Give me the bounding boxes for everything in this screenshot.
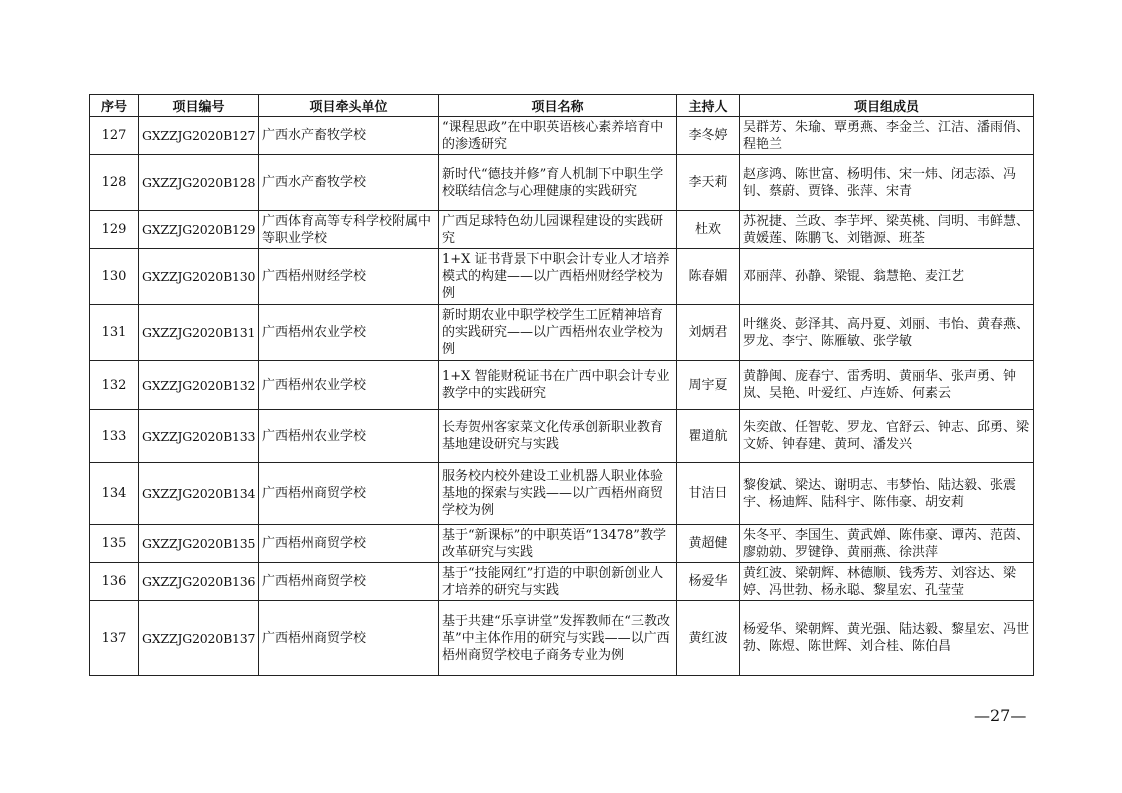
header-unit: 项目牵头单位: [259, 95, 439, 117]
header-code: 项目编号: [139, 95, 259, 117]
table-row: [90, 601, 1034, 676]
lead-unit: 广西梧州商贸学校: [259, 601, 439, 676]
project-code: GXZZJG2020B131: [139, 305, 259, 361]
team-members: 苏祝捷、兰政、李芋坪、梁英桃、闫明、韦鲜慧、黄媛莲、陈鹏飞、刘锴源、班荃: [740, 211, 1034, 249]
project-code: GXZZJG2020B133: [139, 410, 259, 463]
project-leader: 刘炳君: [677, 305, 740, 361]
project-code: GXZZJG2020B129: [139, 211, 259, 249]
row-num: 131: [90, 305, 139, 361]
team-members: 朱冬平、李国生、黄武婵、陈伟豪、谭芮、范茵、 廖勍勍、罗键铮、黄丽燕、徐洪萍: [740, 525, 1034, 563]
table-row: [90, 410, 1034, 463]
project-leader: 黄红波: [677, 601, 740, 676]
table-row: [90, 211, 1034, 249]
lead-unit: 广西梧州商贸学校: [259, 563, 439, 601]
page-number: —27—: [974, 706, 1027, 725]
project-name: 广西足球特色幼儿园课程建设的实践研究: [439, 211, 677, 249]
team-members: 叶继炎、彭泽其、高丹夏、刘丽、韦怡、黄春燕、罗龙、李宁、陈雁敏、张学敏: [740, 305, 1034, 361]
team-members: 朱奕啟、任智乾、罗龙、官舒云、钟志、邱勇、梁文娇、钟春建、黄珂、潘发兴: [740, 410, 1034, 463]
project-code: GXZZJG2020B135: [139, 525, 259, 563]
project-code: GXZZJG2020B137: [139, 601, 259, 676]
project-leader: 李冬婷: [677, 117, 740, 155]
project-leader: 李天莉: [677, 155, 740, 211]
row-num: 135: [90, 525, 139, 563]
lead-unit: 广西梧州农业学校: [259, 305, 439, 361]
lead-unit: 广西梧州农业学校: [259, 361, 439, 410]
table-body: [90, 117, 1034, 676]
team-members: 赵彦鸿、陈世富、杨明伟、宋一炜、闭志添、冯钊、蔡蔚、贾锋、张萍、宋青: [740, 155, 1034, 211]
project-leader: 杨爱华: [677, 563, 740, 601]
project-name: 新时代“德技并修”育人机制下中职生学校联结信念与心理健康的实践研究: [439, 155, 677, 211]
team-members: 黎俊斌、梁达、谢明志、韦梦怡、陆达毅、张震宇、杨迪辉、陆科宇、陈伟豪、胡安莉: [740, 463, 1034, 525]
project-name: 基于“技能网红”打造的中职创新创业人才培养的研究与实践: [439, 563, 677, 601]
lead-unit: 广西梧州财经学校: [259, 249, 439, 305]
row-num: 132: [90, 361, 139, 410]
team-members: 吴群芳、朱瑜、覃勇燕、李金兰、江洁、潘雨俏、程艳兰: [740, 117, 1034, 155]
project-name: 新时期农业中职学校学生工匠精神培育的实践研究——以广西梧州农业学校为例: [439, 305, 677, 361]
table-row: [90, 155, 1034, 211]
project-name: 服务校内校外建设工业机器人职业体验基地的探索与实践——以广西梧州商贸学校为例: [439, 463, 677, 525]
lead-unit: 广西梧州农业学校: [259, 410, 439, 463]
row-num: 127: [90, 117, 139, 155]
team-members: 杨爱华、梁朝辉、黄光强、陆达毅、黎星宏、冯世勃、陈煜、陈世辉、刘合桂、陈伯昌: [740, 601, 1034, 676]
project-code: GXZZJG2020B132: [139, 361, 259, 410]
project-table: [89, 94, 1034, 676]
table-row: [90, 361, 1034, 410]
project-code: GXZZJG2020B127: [139, 117, 259, 155]
lead-unit: 广西体育高等专科学校附属中等职业学校: [259, 211, 439, 249]
project-name: “课程思政”在中职英语核心素养培育中的渗透研究: [439, 117, 677, 155]
table-row: [90, 463, 1034, 525]
project-leader: 甘洁日: [677, 463, 740, 525]
project-code: GXZZJG2020B134: [139, 463, 259, 525]
project-name: 长寿贺州客家菜文化传承创新职业教育基地建设研究与实践: [439, 410, 677, 463]
row-num: 133: [90, 410, 139, 463]
row-num: 137: [90, 601, 139, 676]
project-code: GXZZJG2020B130: [139, 249, 259, 305]
project-leader: 周宇夏: [677, 361, 740, 410]
lead-unit: 广西水产畜牧学校: [259, 155, 439, 211]
header-name: 项目名称: [439, 95, 677, 117]
lead-unit: 广西水产畜牧学校: [259, 117, 439, 155]
header-leader: 主持人: [677, 95, 740, 117]
project-code: GXZZJG2020B136: [139, 563, 259, 601]
team-members: 黄红波、梁朝辉、林德顺、钱秀芳、刘容达、梁婷、冯世勃、杨永聪、黎星宏、孔莹莹: [740, 563, 1034, 601]
project-name: 基于共建“乐享讲堂”发挥教师在“三教改革”中主体作用的研究与实践——以广西梧州商贸学校电子商务专业为例: [439, 601, 677, 676]
header-num: 序号: [90, 95, 139, 117]
project-leader: 黄超健: [677, 525, 740, 563]
table-row: [90, 249, 1034, 305]
table-row: [90, 117, 1034, 155]
project-table-container: [89, 94, 1033, 676]
row-num: 134: [90, 463, 139, 525]
lead-unit: 广西梧州商贸学校: [259, 525, 439, 563]
table-row: [90, 525, 1034, 563]
team-members: 邓丽萍、孙静、梁锟、翁慧艳、麦江艺: [740, 249, 1034, 305]
table-header-row: [90, 95, 1034, 117]
table-row: [90, 305, 1034, 361]
project-leader: 杜欢: [677, 211, 740, 249]
row-num: 130: [90, 249, 139, 305]
lead-unit: 广西梧州商贸学校: [259, 463, 439, 525]
row-num: 129: [90, 211, 139, 249]
project-name: 基于“新课标”的中职英语“13478”教学改革研究与实践: [439, 525, 677, 563]
table-row: [90, 563, 1034, 601]
row-num: 136: [90, 563, 139, 601]
row-num: 128: [90, 155, 139, 211]
project-code: GXZZJG2020B128: [139, 155, 259, 211]
team-members: 黄静闽、庞春宁、雷秀明、黄丽华、张声勇、钟岚、吴艳、叶爱红、卢连娇、何素云: [740, 361, 1034, 410]
header-members: 项目组成员: [740, 95, 1034, 117]
project-leader: 瞿道航: [677, 410, 740, 463]
project-name: 1+X 智能财税证书在广西中职会计专业教学中的实践研究: [439, 361, 677, 410]
project-leader: 陈春媚: [677, 249, 740, 305]
project-name: 1+X 证书背景下中职会计专业人才培养模式的构建——以广西梧州财经学校为例: [439, 249, 677, 305]
